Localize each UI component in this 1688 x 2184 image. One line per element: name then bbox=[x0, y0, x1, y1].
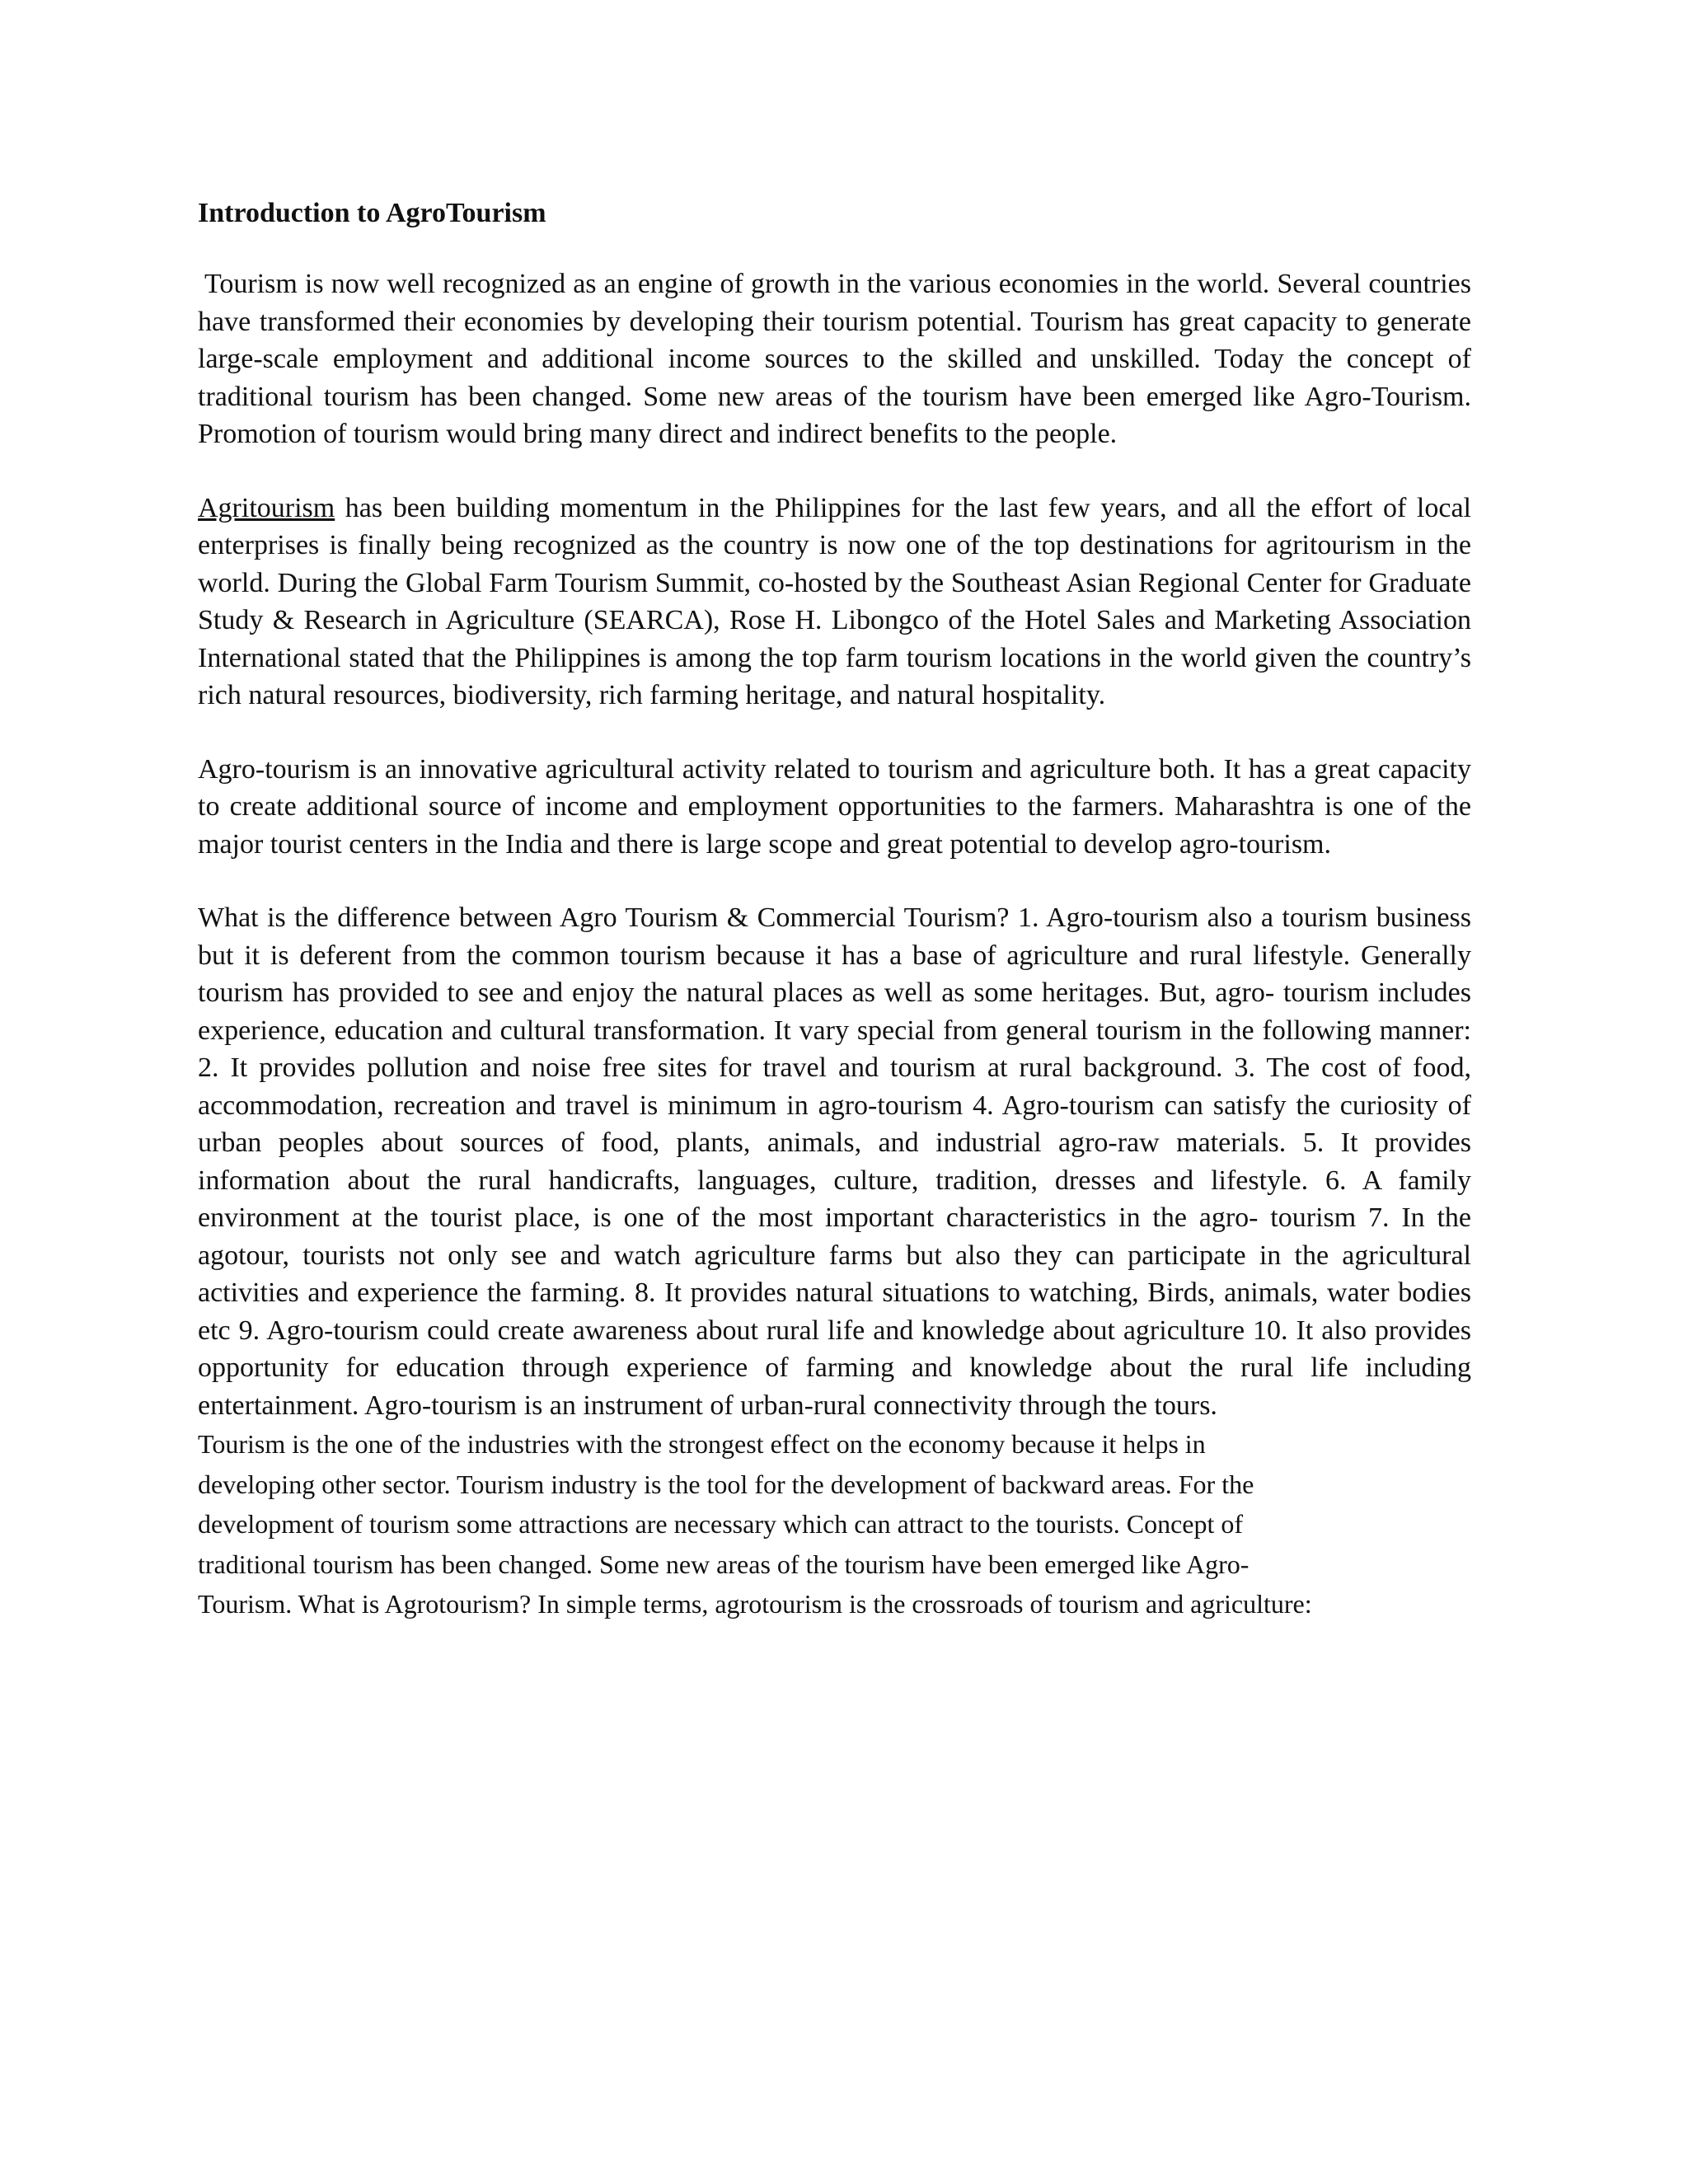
document-title: Introduction to AgroTourism bbox=[198, 198, 546, 228]
paragraph-agro-vs-commercial: What is the difference between Agro Tourism & Commercial Tourism? 1. Agro-tourism also a tourism business but it is deferent from the common tourism because it has a base of agriculture and rural lifestyle. Generally tourism has provided to see and enjoy the natural places as well as some heritages. But, agro- tourism includes experience, education and cultural transformation. It vary special from general tourism in the following manner: 2. It provides pollution and noise free sites for travel and tourism at rural background. 3. The cost of food, accommodation, recreation and travel is minimum in agro-tourism 4. Agro-tourism can satisfy the curiosity of urban peoples about sources of food, plants, animals, and industrial agro-raw materials. 5. It provides information about the rural handicrafts, languages, culture, tradition, dresses and lifestyle. 6. A family environment at the tourist place, is one of the most important characteristics in the agro- tourism 7. In the agotour, tourists not only see and watch agriculture farms but also they can participate in the agricultural activities and experience the farming. 8. It provides natural situations to watching, Birds, animals, water bodies etc 9. Agro-tourism could create awareness about rural life and knowledge about agriculture 10. It also provides opportunity for education through experience of farming and knowledge about the rural life including entertainment. Agro-tourism is an instrument of urban-rural connectivity through the tours. bbox=[198, 902, 1471, 1421]
agritourism-link[interactable]: Agritourism bbox=[198, 492, 335, 523]
text-line: Tourism is the one of the industries with the strongest effect on the economy because it helps in bbox=[198, 1429, 1206, 1459]
text-line: developing other sector. Tourism industry is the tool for the development of backward areas. For the bbox=[198, 1469, 1254, 1499]
paragraph-agritourism-text: has been building momentum in the Philippines for the last few years, and all the effort of local enterprises is finally being recognized as the country is now one of the top destinations for agritourism in the world. During the Global Farm Tourism Summit, co-hosted by the Southeast Asian Regional Center for Graduate Study & Research in Agriculture (SEARCA), Rose H. Libongco of the Hotel Sales and Marketing Association International stated that the Philippines is among the top farm tourism locations in the world given the country’s rich natural resources, biodiversity, rich farming heritage, and natural hospitality. bbox=[198, 492, 1471, 710]
text-line: development of tourism some attractions are necessary which can attract to the tourists. Concept of bbox=[198, 1509, 1244, 1539]
text-line: traditional tourism has been changed. Some new areas of the tourism have been emerged like Agro- bbox=[198, 1549, 1250, 1579]
document-body bbox=[198, 194, 1471, 1624]
paragraph-agro-tourism-innovation: Agro-tourism is an innovative agricultural activity related to tourism and agriculture both. It has a great capacity to create additional source of income and employment opportunities to the farmers. Maharashtra is one of the major tourist centers in the India and there is large scope and great potential to develop agro-tourism. bbox=[198, 753, 1471, 860]
paragraph-tourism-industry bbox=[198, 1424, 1471, 1624]
text-line: Tourism. What is Agrotourism? In simple terms, agrotourism is the crossroads of tourism and agriculture: bbox=[198, 1589, 1312, 1619]
paragraph-tourism-growth: Tourism is now well recognized as an engine of growth in the various economies in the world. Several countries have transformed their economies by developing their tourism potential. Tourism has great capacity to generate large-scale employment and additional income sources to the skilled and unskilled. Today the concept of traditional tourism has been changed. Some new areas of the tourism have been emerged like Agro-Tourism. Promotion of tourism would bring many direct and indirect benefits to the people. bbox=[198, 269, 1471, 449]
paragraph-agritourism-philippines bbox=[198, 490, 1471, 715]
